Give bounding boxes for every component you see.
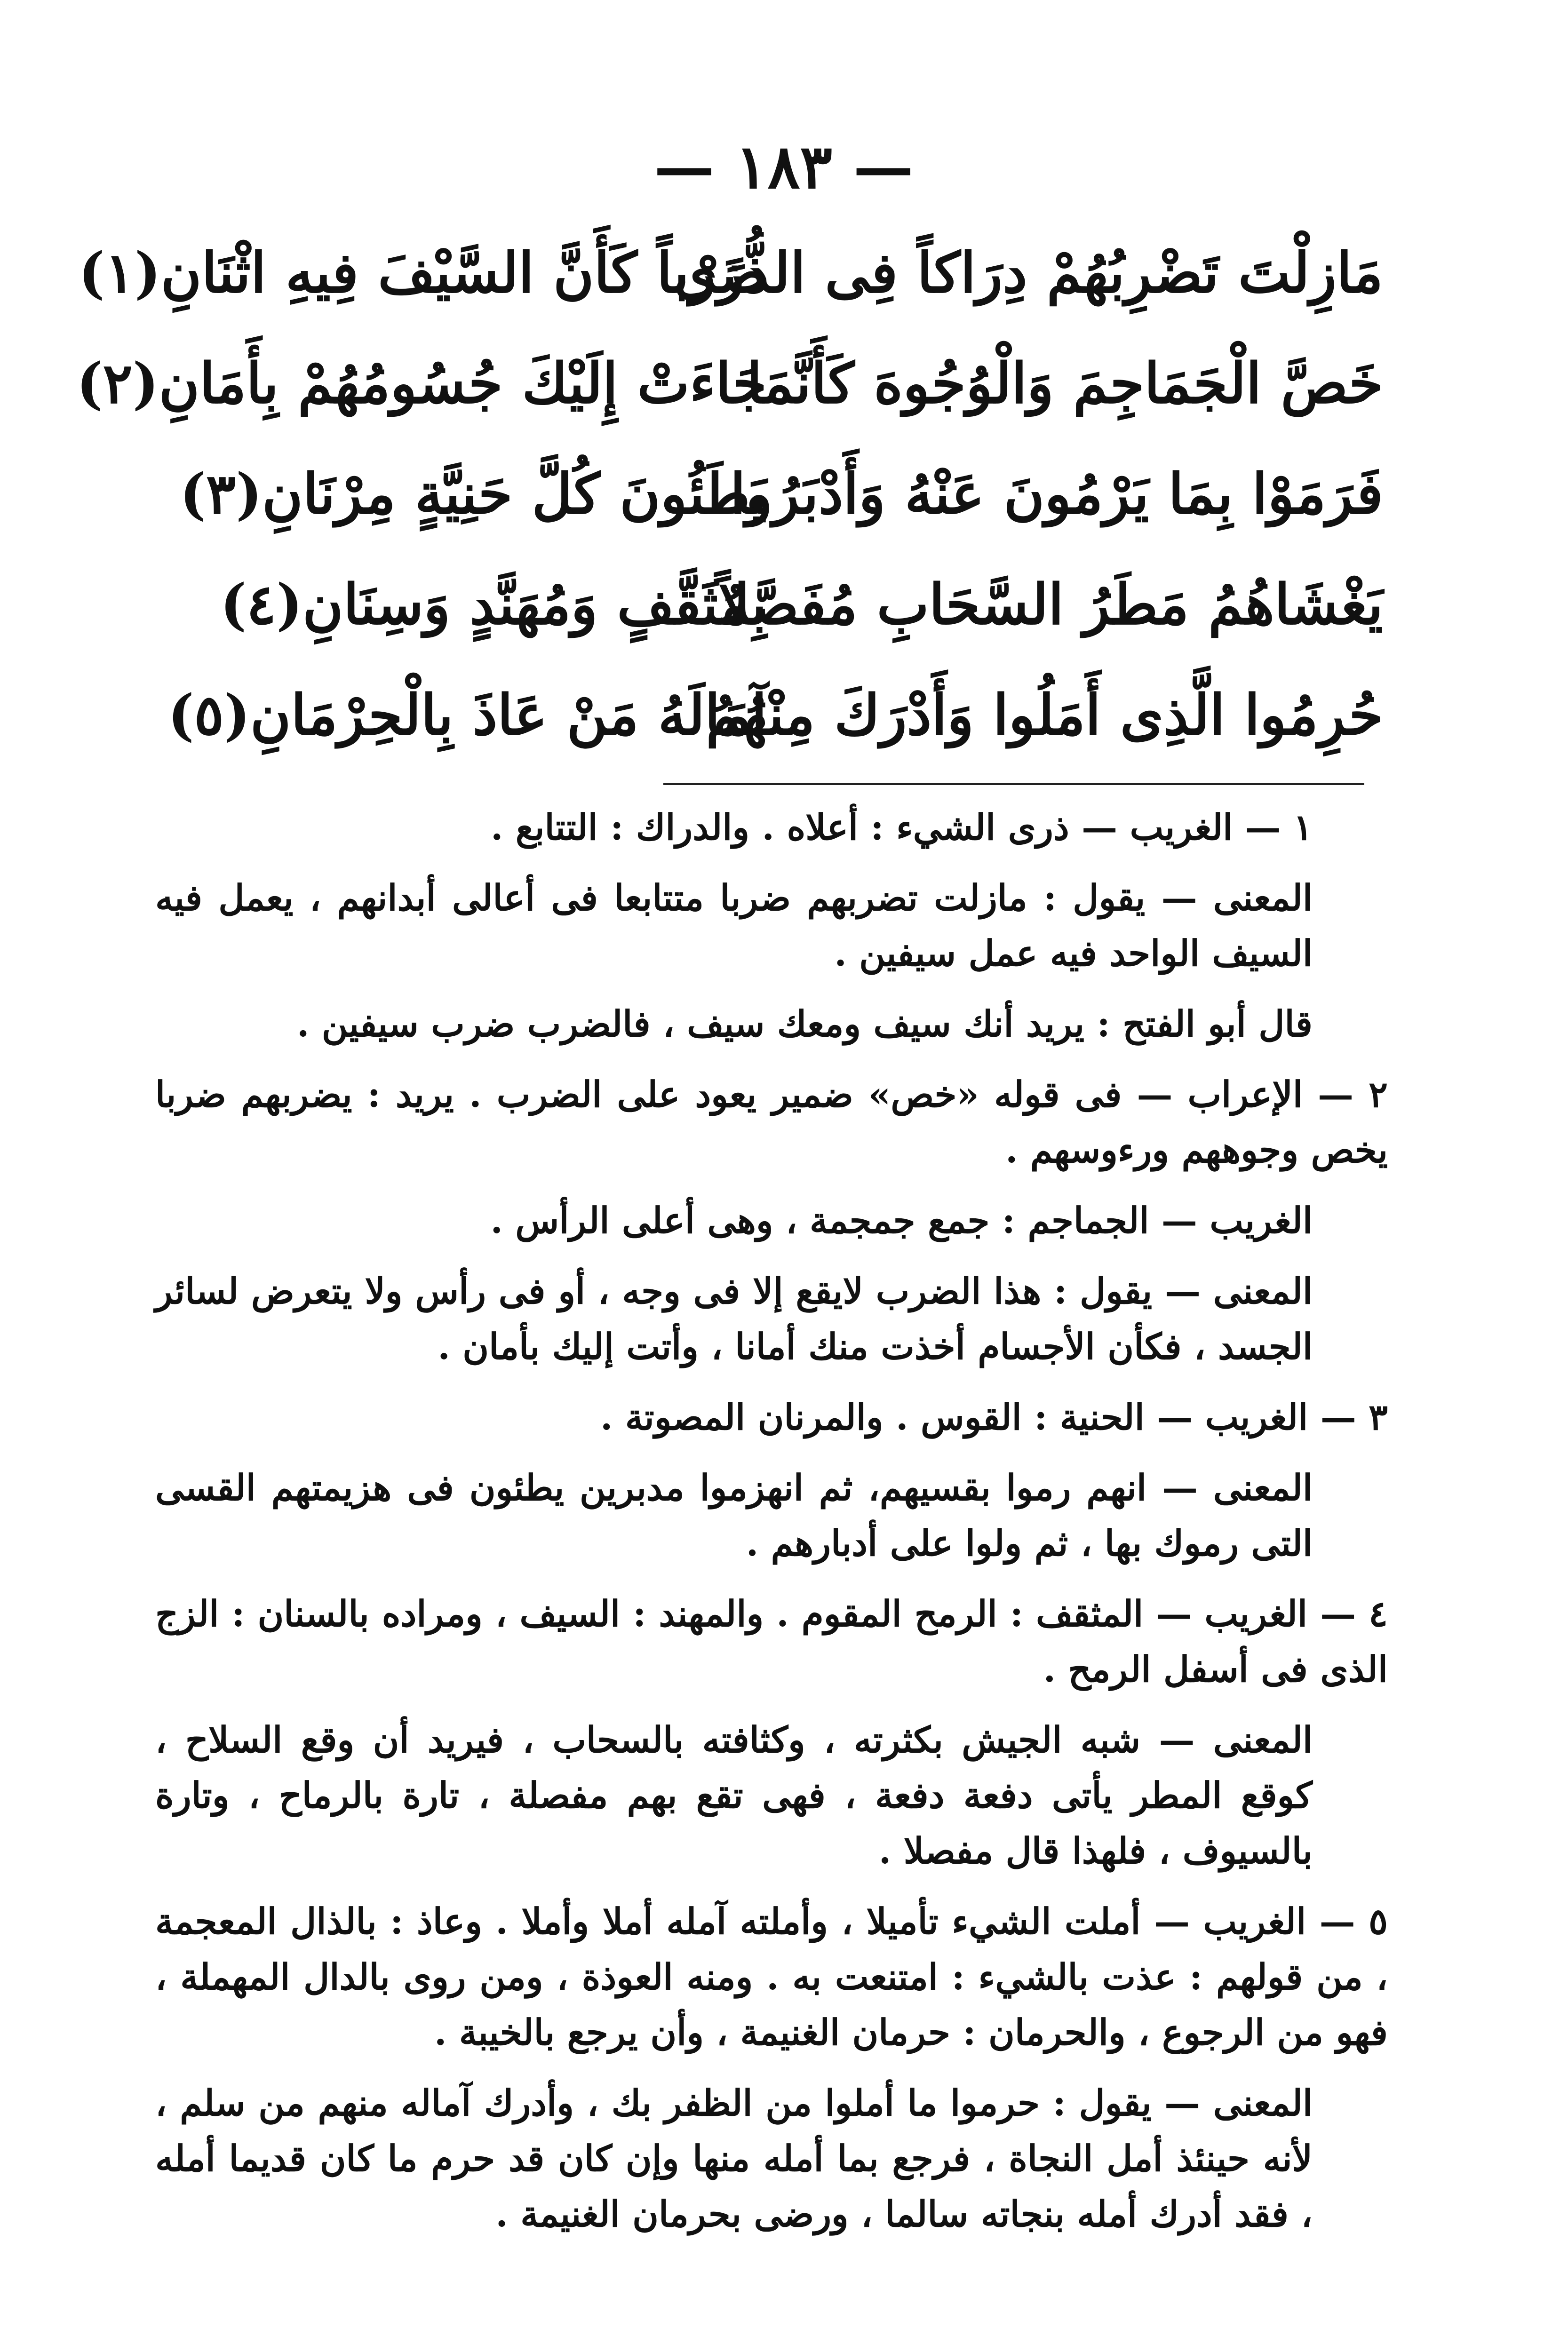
footnotes (155, 800, 1388, 2257)
verse-line (167, 663, 1383, 767)
verse-second-hemistich: جَاءَتْ إِلَيْكَ جُسُومُهُمْ بِأَمَانِ(٢) (76, 350, 767, 416)
verse-second-hemistich: آمَالَهُ مَنْ عَاذَ بِالْحِرْمَانِ(٥) (167, 682, 767, 747)
verse-first-hemistich: يَغْشَاهُمُ مَطَرُ السَّحَابِ مُفَصَّلاً (718, 572, 1383, 637)
verse-line (179, 442, 1383, 546)
footnote-paragraph: الغريب — الجماجم : جمع جمجمة ، وهى أعلى الرأس . (490, 1200, 1313, 1241)
footnote-paragraph: ٤ — الغريب — المثقف : الرمح المقوم . والمهند : السيف ، ومراده بالسنان : الزج الذى فى أسفل الرمح . (155, 1593, 1388, 1690)
verse-first-hemistich: خَصَّ الْجَمَاجِمَ وَالْوُجُوهَ كَأَنَّمَا (747, 350, 1383, 416)
page-number: — ١٨٣ — (654, 132, 914, 202)
verse-second-hemistich: ضَرْباً كَأَنَّ السَّيْفَ فِيهِ اثْنَانِ(١) (78, 240, 767, 305)
verse-line (179, 553, 1383, 656)
footnote-paragraph: قال أبو الفتح : يريد أنك سيف ومعك سيف ، فالضرب ضرب سيفين . (297, 1003, 1313, 1045)
footnote-paragraph: المعنى — يقول : حرموا ما أملوا من الظفر بك ، وأدرك آماله منهم من سلم ، لأنه حينئذ أمل النجاة ، فرجع بما أمله منها وإن كان قد حرم ما كان قديما أمله ، فقد أدرك أمله بنجاته سالما ، ورضى بحرمان الغنيمة . (155, 2082, 1313, 2235)
footnote-divider (663, 783, 1364, 785)
footnote-paragraph: المعنى — انهم رموا بقسيهم، ثم انهزموا مدبرين يطئون فى هزيمتهم القسى التى رموك بها ، ثم ولوا على أدبارهم . (155, 1467, 1313, 1564)
verse-second-hemistich: بِمُثَقَّفٍ وَمُهَنَّدٍ وَسِنَانِ(٤) (220, 572, 767, 637)
footnote-paragraph: ٥ — الغريب — أملت الشيء تأميلا ، وأملته آمله أملا وأملا . وعاذ : بالذال المعجمة ، من قولهم : عذت بالشيء : امتنعت به . ومنه العوذة ، ومن روى بالدال المهملة ، فهو من الرجوع ، والحرمان : حرمان الغنيمة ، وأن يرجع بالخيبة . (155, 1900, 1388, 2053)
footnote-paragraph: ٢ — الإعراب — فى قوله «خص» ضمير يعود على الضرب . يريد : يضربهم ضربا يخص وجوههم ورءوسهم . (155, 1073, 1388, 1171)
verse-first-hemistich: حُرِمُوا الَّذِى أَمَلُوا وَأَدْرَكَ مِنْهُمُ (706, 682, 1383, 747)
verse-line (76, 332, 1383, 435)
poem-verses (76, 221, 1383, 786)
footnote-paragraph: ٣ — الغريب — الحنية : القوس . والمرنان المصوتة . (600, 1396, 1388, 1438)
verse-first-hemistich: مَازِلْتَ تَضْرِبُهُمْ دِرَاكاً فِى الذُّرَى (674, 240, 1383, 305)
verse-first-hemistich: فَرَمَوْا بِمَا يَرْمُونَ عَنْهُ وَأَدْبَرُوا (730, 461, 1383, 526)
verse-second-hemistich: يَطَئُونَ كُلَّ حَنِيَّةٍ مِرْنَانِ(٣) (180, 461, 767, 526)
footnote-paragraph: ١ — الغريب — ذرى الشيء : أعلاه . والدراك : التتابع . (490, 806, 1313, 848)
footnote-paragraph: المعنى — شبه الجيش بكثرته ، وكثافته بالسحاب ، فيريد أن وقع السلاح ، كوقع المطر يأتى دفعة دفعة ، فهى تقع بهم مفصلة ، تارة بالرماح ، وتارة بالسيوف ، فلهذا قال مفصلا . (155, 1719, 1313, 1872)
footnote-paragraph: المعنى — يقول : مازلت تضربهم ضربا متتابعا فى أعالى أبدانهم ، يعمل فيه السيف الواحد فيه عمل سيفين . (155, 877, 1313, 974)
footnote-paragraph: المعنى — يقول : هذا الضرب لايقع إلا فى وجه ، أو فى رأس ولا يتعرض لسائر الجسد ، فكأن الأجسام أخذت منك أمانا ، وأتت إليك بأمان . (155, 1270, 1313, 1367)
verse-line (78, 221, 1383, 325)
